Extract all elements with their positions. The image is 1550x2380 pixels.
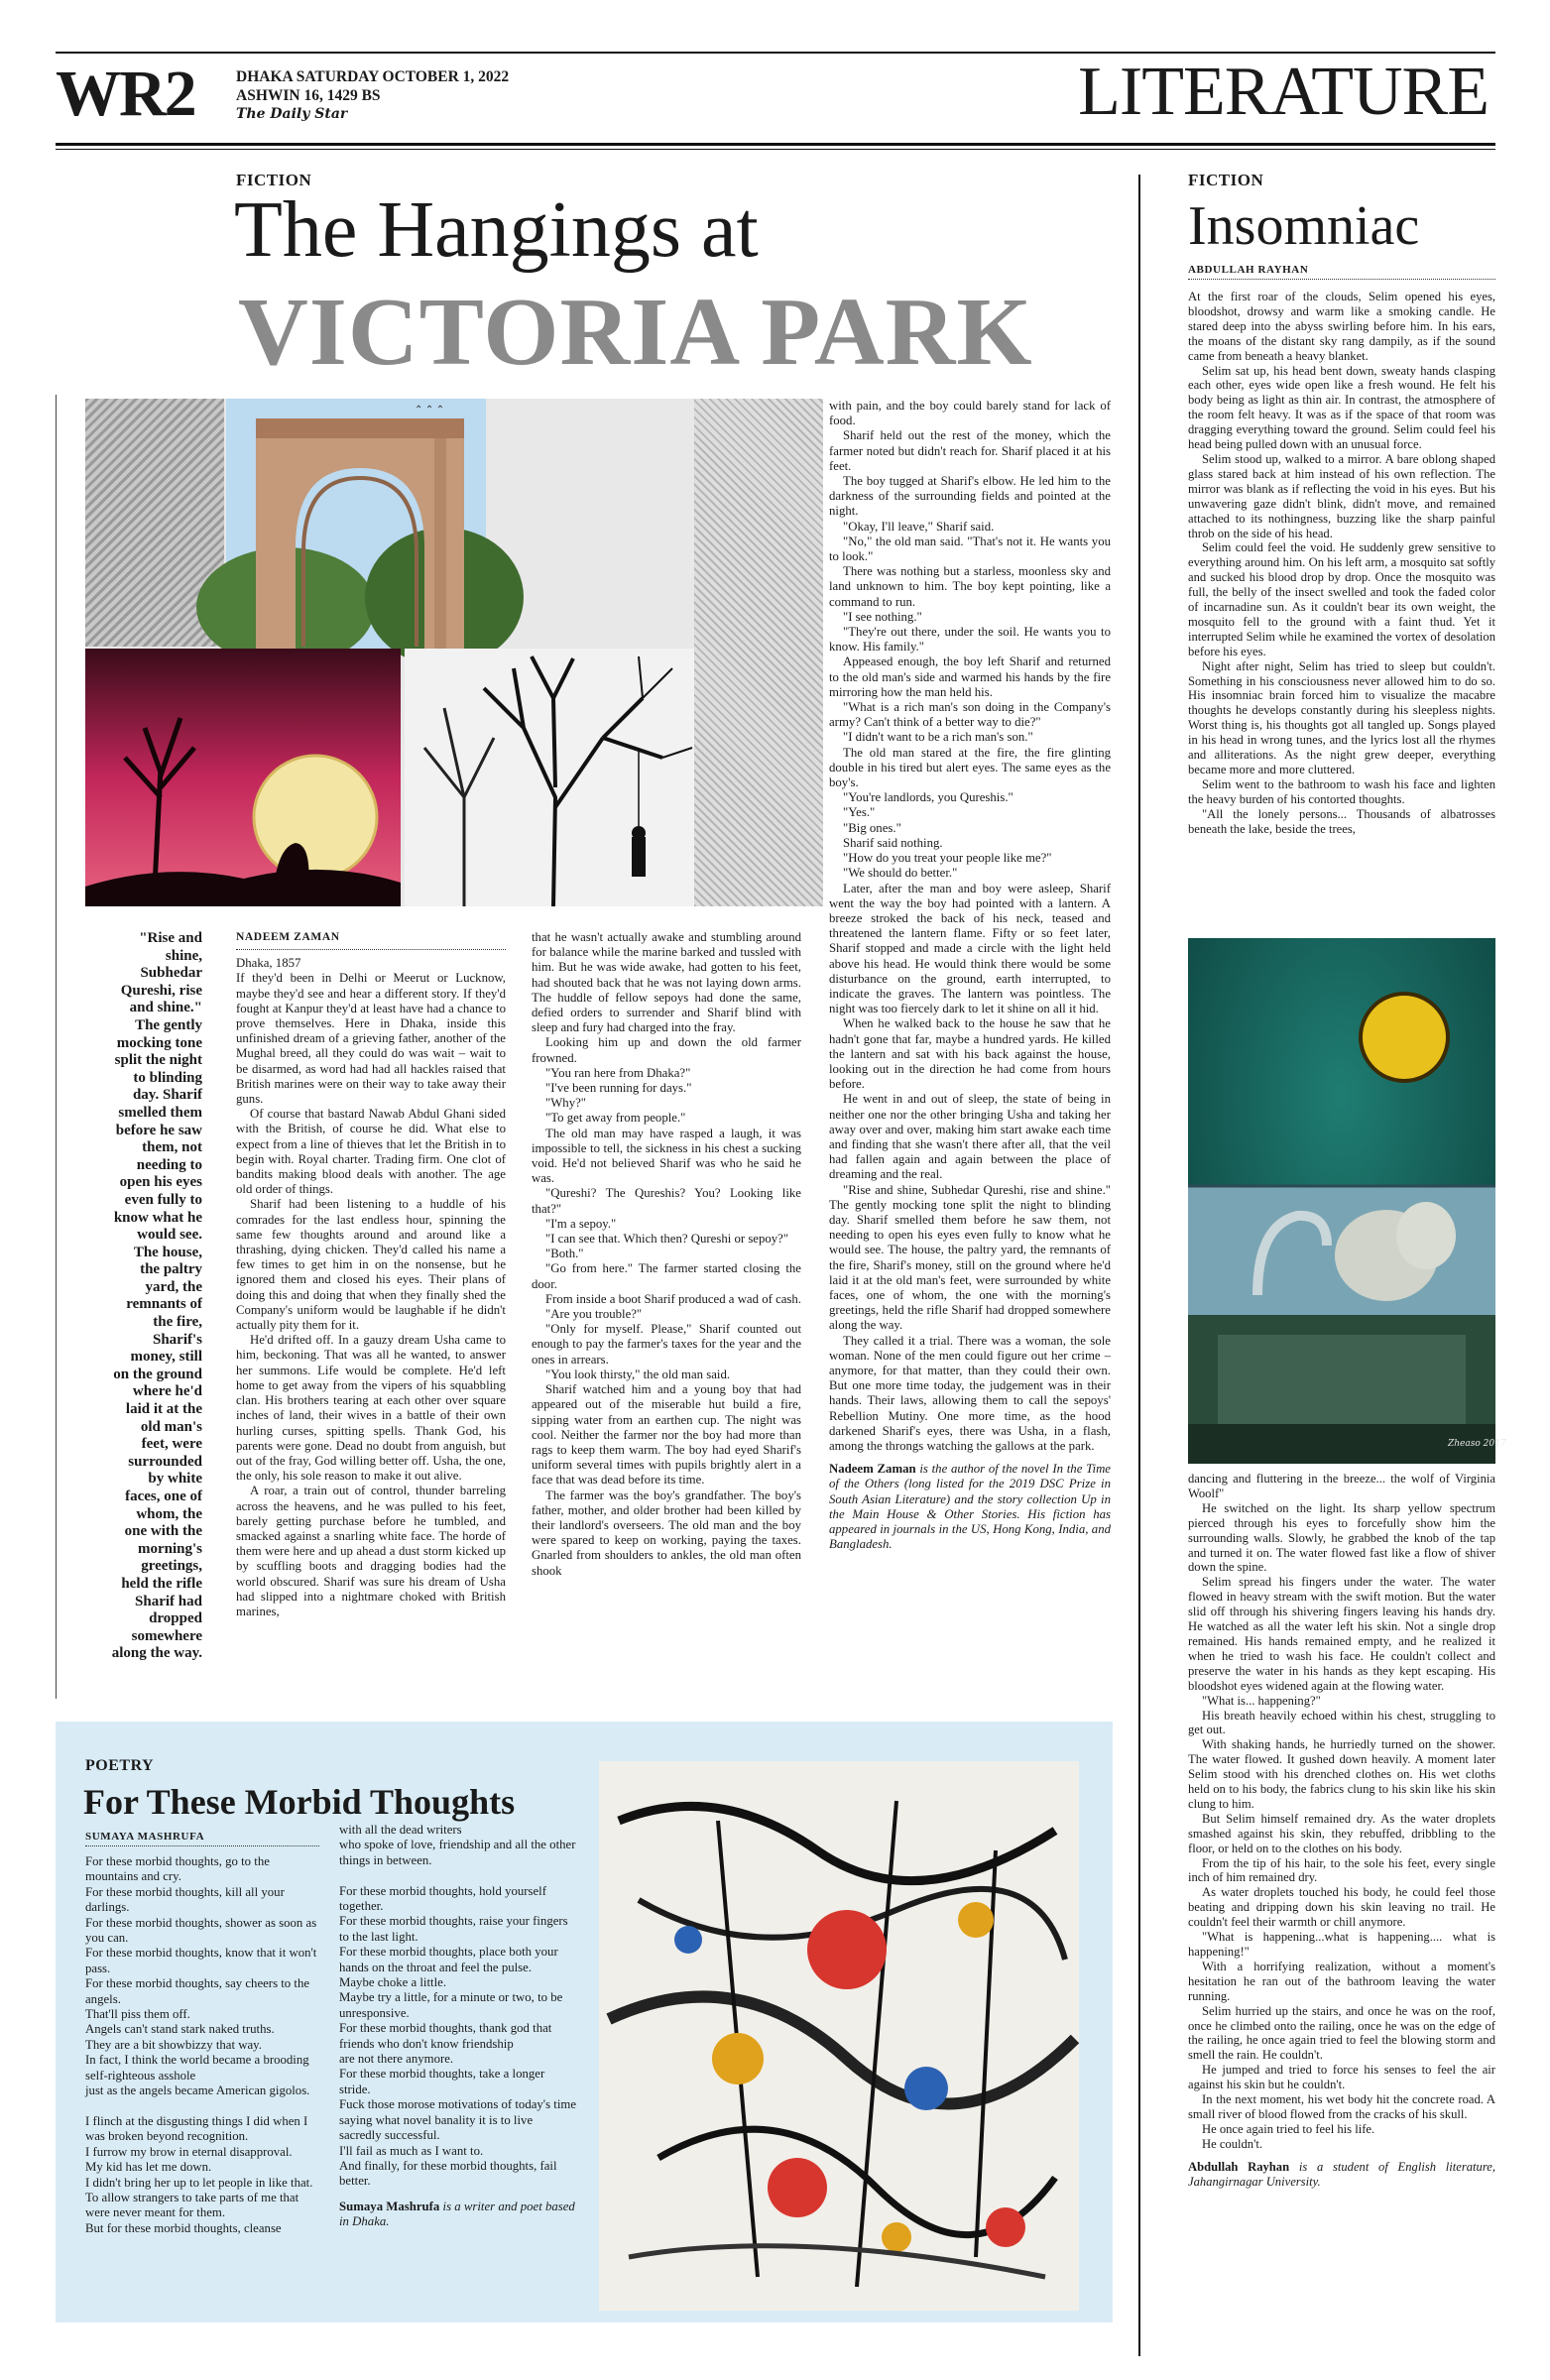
section-title: LITERATURE (1078, 54, 1489, 130)
poem-line: Angels can't stand stark naked truths. (85, 2022, 275, 2037)
paragraph: Selim went to the bathroom to wash his face and lighten the heavy burden of his contorted thoughts. (1188, 776, 1495, 806)
paragraph: "Big ones." (843, 820, 901, 835)
dateline: DHAKA SATURDAY OCTOBER 1, 2022 (236, 68, 510, 85)
poetry-kicker: POETRY (85, 1757, 155, 1774)
poem-column-1 (85, 1854, 319, 2236)
poem-line: For these morbid thoughts, know that it won't pass. (85, 1946, 317, 1975)
poem-line: For these morbid thoughts, go to the mountains and cry. (85, 1854, 270, 1884)
paragraph: The boy tugged at Sharif's elbow. He led him to the darkness of the surrounding fields and pointed at the night. (829, 474, 1111, 519)
paragraph: Sharif said nothing. (843, 835, 943, 850)
poem-line: who spoke of love, friendship and all the other things in between. (339, 1838, 576, 1867)
side-title: Insomniac (1188, 195, 1420, 257)
paragraph: He switched on the light. Its sharp yellow spectrum pierced through his eyes to forcefully show him the surrounding walls. Slowly, he grabbed the knob of the tap and turned it on. The water flowed fast like a flow of shiver down the spine. (1188, 1500, 1495, 1575)
abstract-painting (599, 1761, 1079, 2311)
side-byline: ABDULLAH RAYHAN (1188, 264, 1495, 280)
paragraph: Sharif held out the rest of the money, which the farmer noted but didn't reach for. Sharif placed it at his feet. (829, 428, 1111, 473)
author-bio (829, 1462, 1111, 1552)
paragraph: Dhaka, 1857 (236, 956, 301, 971)
paragraph: Looking him up and down the old farmer frowned. (532, 1035, 801, 1065)
poem-line: And finally, for these morbid thoughts, fail better. (339, 2158, 557, 2189)
insomniac-painting (1188, 938, 1506, 1464)
paragraph: He couldn't. (1202, 2136, 1263, 2151)
poem-line (339, 1868, 577, 1883)
dateline-block (236, 67, 509, 124)
paragraph: "You ran here from Dhaka?" (545, 1065, 691, 1080)
poem-line: Maybe try a little, for a minute or two, to be unresponsive. (339, 1990, 563, 2020)
paragraph: He'd drifted off. In a gauzy dream Usha came to him, beckoning. That was all he wanted, to answer her summons. Life would be complete. He'd left home to get away from the vipers of his squabbling clan. His brothers tearing at each other over square inches of land, their wives in a battle of their own hurling curses, spitting spells. Thank God, his parents were gone. Dead no doubt from anguish, but out of the fray, God willing better off. Usha, the one, the only, his sole reason to make it out alive. (236, 1333, 506, 1484)
hanging-tree-photo (405, 649, 694, 906)
paragraph: "I didn't want to be a rich man's son." (843, 730, 1033, 745)
poet-bio (339, 2200, 577, 2230)
paragraph: dancing and fluttering in the breeze... the wolf of Virginia Woolf" (1188, 1472, 1495, 1500)
paragraph: Later, after the man and boy were asleep, Sharif went the way the boy had pointed with a lantern. A breeze stroked the back of his neck, teased and threatened the lantern flame. Fifty or so feet later, Sharif stopped and made a circle with the light held above his head. He would think there would be some disturbance on the ground, earth interrupted, to indicate the graves. The lantern was pointless. The night was too fiercely dark to let it shine on all it hid. (829, 881, 1111, 1016)
paragraph: with pain, and the boy could barely stand for lack of food. (829, 399, 1111, 428)
side-column-top (1188, 290, 1495, 837)
paragraph: "What is happening...what is happening.... what is happening!" (1188, 1930, 1495, 1959)
paragraph: "All the lonely persons... Thousands of albatrosses beneath the lake, beside the trees, (1188, 806, 1495, 836)
paragraph: They called it a trial. There was a woman, the sole woman. None of the men could figure out her crime – anymore, for that matter, than they could their own. But one more time today, the judgement was in their hands. Their laws, allowing them to call the sepoys' Rebellion Mutiny. One more time, as the hood darkened Sharif's eyes, there was Usha, in a flash, among the throngs watching the gallows at the park. (829, 1333, 1111, 1454)
paragraph: "Why?" (545, 1096, 587, 1111)
poem-line: For these morbid thoughts, shower as soon as you can. (85, 1915, 317, 1946)
paragraph: Sharif watched him and a young boy that had appeared out of the miserable hut build a fire, sipping water from an earthen cup. The night was cool. Neither the farmer nor the boy had more than rags to keep them warm. The boy had eyed Sharif's uniform several times with pupils brightly alert in a face that was dead before its time. (532, 1382, 801, 1488)
masthead-bottom-rule-thin (56, 149, 1495, 150)
paragraph: "To get away from people." (545, 1111, 686, 1126)
paragraph: "Only for myself. Please," Sharif counted out enough to pay the farmer's taxes for the year and the ones in arrears. (532, 1322, 801, 1367)
main-title-line2: VICTORIA PARK (238, 279, 1033, 386)
paragraph: Night after night, Selim has tried to sleep but couldn't. Something in his consciousness never allowed him to do so. His insomniac brain forced him to visualize the macabre thoughts he develops constantly during his sleepless nights. Worst thing is, his thoughts got all tangled up. Songs played in his head in wrong tunes, and the lyrics lost all the rhymes and alliterations. As the night grew deeper, everything became more and more cluttered. (1188, 658, 1495, 776)
paragraph: "Yes." (843, 805, 876, 820)
paragraph: Selim could feel the void. He suddenly grew sensitive to everything around him. On his left arm, a mosquito sat softly and sucked his blood drop by drop. Once the mosquito was full, the belly of the insect swelled and took the faded color of incarnadine sun. As it couldn't bear its own weight, the mosquito fell to the ground with a faint thud. Yet it interrupted Selim while he examined the vortex of desolation before his eyes. (1188, 540, 1495, 658)
paragraph: There was nothing but a starless, moonless sky and land unknown to him. The boy kept pointing, like a command to run. (829, 564, 1111, 609)
main-kicker: FICTION (236, 171, 312, 189)
paragraph: "I can see that. Which then? Qureshi or sepoy?" (545, 1232, 789, 1247)
painting-signature: Zheaso 2017 (1448, 1439, 1506, 1449)
paragraph: From the tip of his hair, to the sole his feet, every single inch of him remained dry. (1188, 1855, 1495, 1885)
poem-line: I furrow my brow in eternal disapproval. (85, 2144, 293, 2159)
paragraph: that he wasn't actually awake and stumbling around for balance while the marine barked and tussled with him. But he was wide awake, had gotten to his feet, had shouted back that he was not laying down arms. The huddle of fellow sepoys had done the same, defied orders to surrender and Sharif blind with sleep and fury had charged into the fray. (532, 930, 801, 1035)
main-title-line1: The Hangings at (234, 186, 759, 274)
main-column-3 (829, 399, 1111, 1552)
paragraph: "You're landlords, you Qureshis." (843, 790, 1013, 805)
paragraph: "Qureshi? The Qureshis? You? Looking like that?" (532, 1186, 801, 1216)
paragraph: "I see nothing." (843, 609, 922, 624)
poem-line: For these morbid thoughts, raise your fingers to the last light. (339, 1914, 568, 1944)
main-column-1 (236, 930, 506, 1619)
paragraph: His breath heavily echoed within his chest, struggling to get out. (1188, 1708, 1495, 1737)
side-kicker: FICTION (1188, 171, 1264, 189)
paragraph: "I'm a sepoy." (545, 1216, 617, 1231)
poem-line: For these morbid thoughts, place both your hands on the throat and feel the pulse. (339, 1945, 558, 1974)
main-column-2 (532, 930, 801, 1579)
poem-line: For these morbid thoughts, say cheers to the angels. (85, 1976, 310, 2006)
poem-line: I didn't bring her up to let people in like that. (85, 2175, 313, 2190)
paragraph: With shaking hands, he hurriedly turned on the shower. The water flowed. It gushed down heavily. A moment later Selim stood with his drenched clothes on. His wet cloths held on to his body, the fabrics clung to his skin like his skin clung to him. (1188, 1737, 1495, 1811)
side-author-bio (1188, 2160, 1495, 2190)
paragraph: "Okay, I'll leave," Sharif said. (843, 519, 995, 534)
page-code: WR2 (56, 58, 195, 130)
poem-line: To allow strangers to take parts of me that were never meant for them. (85, 2190, 299, 2220)
poem-line: just as the angels became American gigolos. (85, 2083, 310, 2098)
paragraph: "We should do better." (843, 866, 958, 881)
poem-line: In fact, I think the world became a brooding self-righteous asshole (85, 2053, 309, 2082)
poem-title: For These Morbid Thoughts (83, 1782, 516, 1822)
poet-bio-text: is a writer and poet based in Dhaka. (339, 2199, 575, 2229)
side-author-bio-name: Abdullah Rayhan (1188, 2159, 1290, 2174)
poem-line: I flinch at the disgusting things I did when I was broken beyond recognition. (85, 2113, 308, 2144)
poem-line: Fuck those morose motivations of today's time (339, 2097, 577, 2112)
poem-line: My kid has let me down. (85, 2160, 212, 2175)
paragraph: The old man stared at the fire, the fire glinting double in his tired but alert eyes. The same eyes as the boy's. (829, 745, 1111, 790)
paragraph: If they'd been in Delhi or Meerut or Lucknow, maybe they'd see and hear a different story. If they'd fought at Kanpur they'd at least have had a chance to prove themselves. Here in Dhaka, inside this unfinished dream of a grieving father, another of the Mughal breed, all they could do was wait – wait to be disarmed, as word had had all hackles raised that British marines were on their way to take away their guns. (236, 971, 506, 1107)
poem-line: I'll fail as much as I want to. (339, 2143, 484, 2158)
poem-line: For these morbid thoughts, kill all your darlings. (85, 1884, 285, 1915)
paragraph: "Both." (545, 1247, 584, 1261)
poem-line: They are a bit showbizzy that way. (85, 2037, 262, 2052)
paragraph: Of course that bastard Nawab Abdul Ghani sided with the British, of course he did. What else to expect from a line of thieves that let the British in to begin with. Royal charter. Trading firm. One clot of bandits making blood deals with another. The age old order of things. (236, 1107, 506, 1197)
svg-text:⌃ ⌃ ⌃: ⌃ ⌃ ⌃ (415, 405, 445, 416)
poem-line: Maybe choke a little. (339, 1975, 447, 1990)
paragraph: Selim stood up, walked to a mirror. A bare oblong shaped glass stared back at him instead of his own reflection. The mirror was blank as if reflecting the void in his eyes. But his unwavering gaze didn't blink, didn't move, and remained attached to its nothingness, buzzing like the sharp painful throb on the side of his head. (1188, 451, 1495, 540)
poem-line: But for these morbid thoughts, cleanse (85, 2220, 282, 2235)
paragraph: "What is a rich man's son doing in the Company's army? Can't think of a better way to die?" (829, 700, 1111, 730)
main-byline: NADEEM ZAMAN (236, 930, 506, 950)
main-story-collage (85, 399, 823, 906)
paragraph: But Selim himself remained dry. As the water droplets smashed against his skin, they rebuffed, dribbling to the floor, or held on to the clothes on his body. (1188, 1811, 1495, 1855)
poem-line: with all the dead writers (339, 1823, 462, 1837)
author-bio-name: Nadeem Zaman (829, 1462, 916, 1477)
side-author-bio-text: is a student of English literature, Jahangirnagar University. (1188, 2159, 1495, 2189)
pull-quote: "Rise and shine, Subhedar Qureshi, rise and shine." The gently mocking tone split the night to blinding day. Sharif smelled them before he saw them, not needing to open his eyes even fully to know what he would see. The house, the paltry yard, the remnants of the fire, Sharif's money, still on the ground where he'd laid it at the old man's feet, were surrounded by white faces, one of whom, the one with the morning's greetings, held the rifle Sharif had dropped somewhere along the way. (111, 930, 202, 1662)
paragraph: As water droplets touched his body, he could feel those beating and dripping down his skin leaving no trail. He couldn't feel their warmth or chill anymore. (1188, 1885, 1495, 1930)
paragraph: At the first roar of the clouds, Selim opened his eyes, bloodshot, drowsy and warm like a smoking candle. He stared deep into the abyss swirling before him. In his ears, the moans of the distant sky rang dampily, as if the sound came from beneath a heavy blanket. (1188, 290, 1495, 363)
side-column-bottom (1188, 1472, 1495, 2190)
poem-line: For these morbid thoughts, take a longer stride. (339, 2067, 545, 2096)
paragraph: In the next moment, his wet body hit the concrete road. A small river of blood flowed from the cracks of his skull. (1188, 2092, 1495, 2121)
paragraph: "No," the old man said. "That's not it. He wants you to look." (829, 534, 1111, 564)
paragraph: Selim hurried up the stairs, and once he was on the roof, once he climbed onto the railing, once he was on the edge of the railing, he once again tried to feel the blowing storm and smell the rain. He couldn't. (1188, 2003, 1495, 2063)
paragraph: When he walked back to the house he saw that he hadn't gone that far, maybe a hundred yards. He killed the lantern and sat with his back against the house, looking out in the direction he had come from hours before. (829, 1016, 1111, 1092)
paragraph: He jumped and tried to force his senses to feel the air against his skin but he couldn't. (1188, 2063, 1495, 2092)
paragraph: "Rise and shine, Subhedar Qureshi, rise and shine." The gently mocking tone split the night to blinding day. Sharif smelled them before he saw them, not needing to open his eyes even fully to know what he would see. The house, the paltry yard, the remnants of the fire, Sharif's money, still on the ground where he'd laid it at the old man's feet, were surrounded by white faces, one of whom, the one with the morning's greetings, held the rifle Sharif had dropped somewhere along the way. (829, 1182, 1111, 1333)
paragraph: The old man may have rasped a laugh, it was impossible to tell, the sickness in his chest a sucking void. He'd not believed Sharif was who he said he was. (532, 1126, 801, 1186)
paragraph: "Go from here." The farmer started closing the door. (532, 1261, 801, 1291)
texture-panel-right (694, 399, 823, 906)
paragraph: "Are you trouble?" (545, 1307, 643, 1322)
victoria-park-arch-photo (226, 399, 486, 649)
paragraph: Selim sat up, his head bent down, sweaty hands clasping each other, eyes wide open like a fresh wound. He felt his body being as light as thin air. In contrast, the atmosphere of the room felt heavy. It was as if the space of that room was dragging everything toward the ground. Selim could feel his head being pulled down with an unusual force. (1188, 363, 1495, 452)
poem-line: For these morbid thoughts, hold yourself together. (339, 1883, 546, 1914)
paragraph: The farmer was the boy's grandfather. The boy's father, mother, and older brother had been killed by their landlord's overseers. The old man and the boy were spared to keep on working, paying the taxes. Gnarled from shoulders to ankles, the old man often shook (532, 1488, 801, 1578)
poem-column-2 (339, 1823, 577, 2230)
paragraph: Appeased enough, the boy left Sharif and returned to the old man's side and warmed his hands by the fire mirroring how the man held his. (829, 654, 1111, 699)
paragraph: "They're out there, under the soil. He wants you to know. His family." (829, 625, 1111, 654)
paragraph: From inside a boot Sharif produced a wad of cash. (545, 1291, 802, 1306)
poem-line: For these morbid thoughts, thank god that friends who don't know friendship (339, 2021, 552, 2051)
masthead-bottom-rule (56, 143, 1495, 146)
paragraph: "You look thirsty," the old man said. (545, 1367, 731, 1381)
pull-quote-rule (56, 395, 57, 1699)
paragraph: He once again tried to feel his life. (1202, 2121, 1375, 2136)
red-moon-painting (85, 649, 401, 906)
author-bio-text: is the author of the novel In the Time of the Others (long listed for the 2019 DSC Prize in South Asian Literature) and the story collection Up in the Main House & Other Stories. His fiction has appeared in journals in the US, Hong Kong, India, and Bangladesh. (829, 1462, 1111, 1552)
paper-logo: The Daily Star (236, 106, 348, 122)
poetry-byline: SUMAYA MASHRUFA (85, 1831, 319, 1846)
poet-bio-name: Sumaya Mashrufa (339, 2199, 440, 2213)
poem-line: That'll piss them off. (85, 2007, 190, 2022)
paragraph: "What is... happening?" (1202, 1693, 1321, 1708)
paragraph: Selim spread his fingers under the water. The water flowed in heavy stream with the swift motion. But the water slid off through his shivering fingers leaving his hands dry. He watched as all the water left his skin. Not a single drop remained. His hands remained empty, and he realized it when he tried to wash his face. He couldn't collect and preserve the water in his hands as they kept escaping. His bloodshot eyes widened again at the flowing water. (1188, 1575, 1495, 1693)
poem-line (85, 2099, 319, 2114)
paragraph: Sharif had been listening to a huddle of his comrades for the last endless hour, spinning the same few thoughts around and around like a thrashing, dying chicken. They'd called his name a few times to get him in on the nonsense, but he ignored them and closed his eyes. Their plans of doing this and doing that when they finally shed the Company's uniform would be laughable if he didn't actually pity them for it. (236, 1197, 506, 1333)
paragraph: "I've been running for days." (545, 1081, 692, 1096)
side-column-divider (1138, 175, 1140, 2356)
bengali-date: ASHWIN 16, 1429 BS (236, 87, 381, 104)
paragraph: "How do you treat your people like me?" (843, 851, 1052, 866)
paragraph: With a horrifying realization, without a moment's hesitation he ran out of the bathroom leaving the water running. (1188, 1959, 1495, 2003)
paragraph: He went in and out of sleep, the state of being in neither one nor the other bringing Usha and taking her away over and over, making him start awake each time and finding that she wasn't there after all, that the veil had fallen again and again between the place of dreaming and the real. (829, 1092, 1111, 1182)
paragraph: A roar, a train out of control, thunder barreling across the heavens, and he was pulled to his feet, barely getting purchase before he tumbled, and smacked against a snarling white face. The horde of them were here and up ahead a dust storm kicked up by scuffling boots and dragging bodies had the world obscured. Sharif was sure his dream of Usha had slipped into a nightmare choked with British marines, (236, 1484, 506, 1618)
poem-line: are not there anymore. (339, 2052, 454, 2067)
poem-line: saying what novel banality it is to live sacredly successful. (339, 2112, 534, 2143)
